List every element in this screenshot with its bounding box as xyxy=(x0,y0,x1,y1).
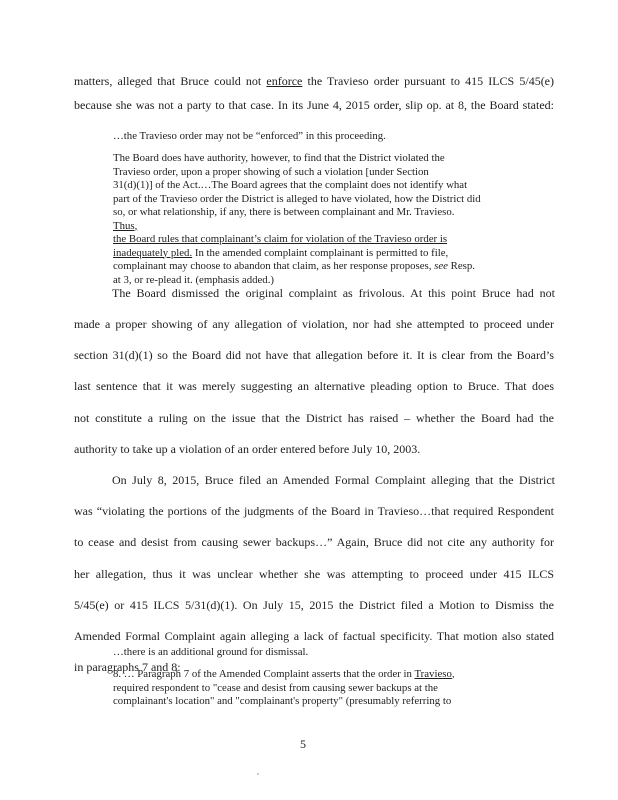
body-line: her allegation, thus it was unclear whether she was attempting to proceed under 415 ILCS xyxy=(74,567,554,581)
body-line: was “violating the portions of the judgments of the Board in Travieso…that required Respondent xyxy=(74,504,554,518)
body-line: in paragraphs 7 and 8: xyxy=(74,660,181,674)
body-line: section 31(d)(1) so the Board did not have that allegation before it. It is clear from the Board’s xyxy=(74,348,554,362)
body-line: to cease and desist from causing sewer backups…” Again, Bruce did not cite any authority for xyxy=(74,535,554,549)
body-line: matters, alleged that Bruce could not enforce the Travieso order pursuant to 415 ILCS 5/45(e) xyxy=(74,74,555,88)
body-line: last sentence that it was merely suggesting an alternative pleading option to Bruce. That does xyxy=(74,379,554,393)
block-quote-2: The Board does have authority, however, to find that the District violated the Travieso order, upon a proper showing of such a violation [under Section 31(d)(1)] of the Act.…The Board agrees that the complaint does not identify what part of the Travieso order the District is alleged to have violated, how the District did so, or what relationship, if any, there is between complainant and Mr. Travieso. Thus, the Board rules that complainant’s claim for violation of the Travieso order is inadequately pled. In the amended complaint complainant is permitted to file, complainant may choose to abandon that claim, as her response proposes, see Resp. at 3, or re-plead it. (emphasis added.) xyxy=(113,152,481,286)
page-number: 5 xyxy=(300,737,306,751)
body-line: Amended Formal Complaint again alleging a lack of factual specificity. That motion also stated xyxy=(74,629,554,643)
body-line: On July 8, 2015, Bruce filed an Amended Formal Complaint alleging that the District xyxy=(112,473,555,487)
body-line: not constitute a ruling on the issue that the District has raised – whether the Board had the xyxy=(74,411,554,425)
body-line: 5/45(e) or 415 ILCS 5/31(d)(1). On July 15, 2015 the District filed a Motion to Dismiss the xyxy=(74,598,554,612)
block-quote-3: …there is an additional ground for dismissal. xyxy=(113,646,309,658)
scan-speck xyxy=(257,773,259,775)
body-line: made a proper showing of any allegation of violation, nor had she attempted to proceed under xyxy=(74,317,554,331)
block-quote-1: …the Travieso order may not be “enforced” in this proceeding. xyxy=(113,130,386,142)
body-line: because she was not a party to that case. In its June 4, 2015 order, slip op. at 8, the Board stated: xyxy=(74,98,554,112)
body-line: The Board dismissed the original complaint as frivolous. At this point Bruce had not xyxy=(112,286,555,300)
underlined-word: enforce xyxy=(266,74,303,88)
body-line: authority to take up a violation of an order entered before July 10, 2003. xyxy=(74,442,421,456)
block-quote-4: 8. … Paragraph 7 of the Amended Complaint asserts that the order in Travieso, required respondent to "cease and desist from causing sewer backups at the complainant's location" and "complainant's property" (presumably referring to xyxy=(113,668,455,707)
